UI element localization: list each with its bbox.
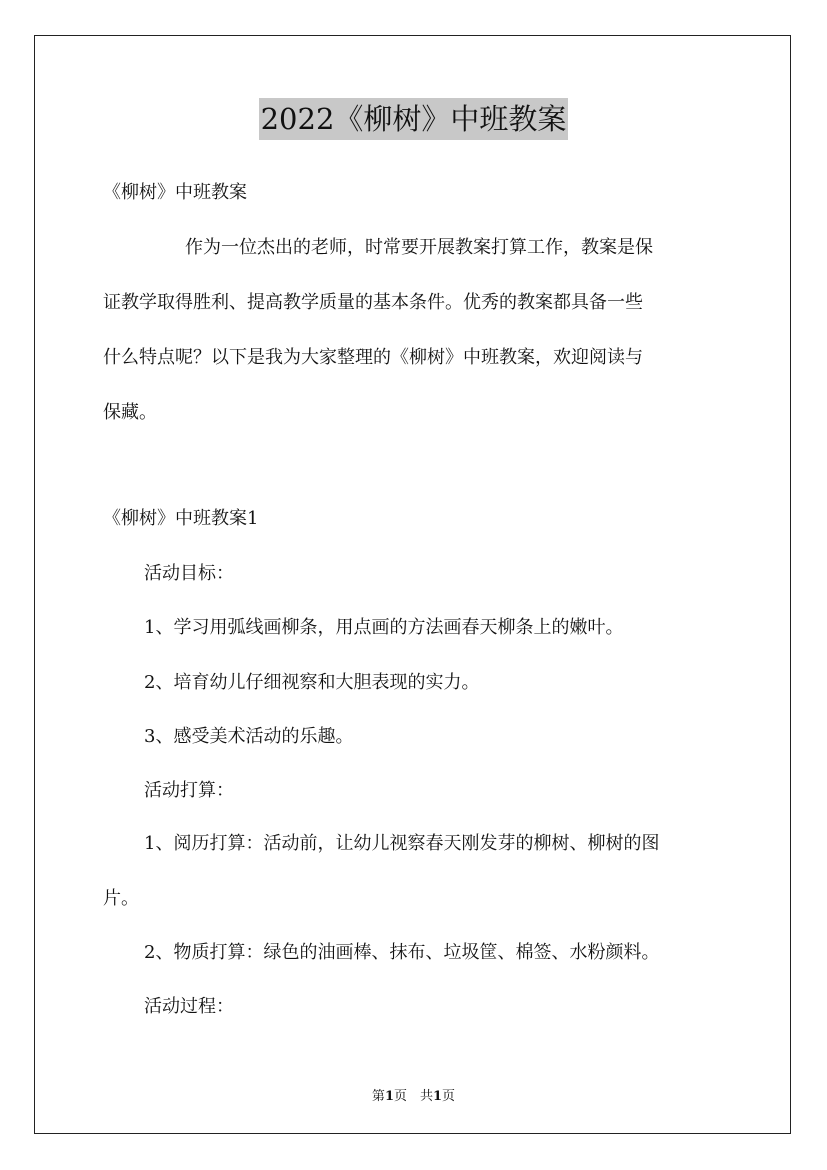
document-title: 2022《柳树》中班教案 xyxy=(259,98,569,140)
goals-heading: 活动目标： xyxy=(144,563,234,584)
intro-line-3: 什么特点呢？以下是我为大家整理的《柳树》中班教案，欢迎阅读与 xyxy=(103,347,643,368)
process-heading: 活动过程： xyxy=(144,996,234,1017)
footer-total-pages: 1 xyxy=(433,1089,443,1104)
prep-item-2: 2、物质打算：绿色的油画棒、抹布、垃圾筐、棉签、水粉颜料。 xyxy=(144,942,660,963)
prep-heading: 活动打算： xyxy=(144,780,234,801)
section-heading: 《柳树》中班教案1 xyxy=(103,508,259,529)
intro-line-4: 保藏。 xyxy=(103,402,157,423)
goal-item-2: 2、培育幼儿仔细视察和大胆表现的实力。 xyxy=(144,672,480,693)
prep-item-1: 1、阅历打算：活动前，让幼儿视察春天刚发芽的柳树、柳树的图 xyxy=(144,833,660,854)
prep-item-1-cont: 片。 xyxy=(103,888,139,909)
goal-item-1: 1、学习用弧线画柳条，用点画的方法画春天柳条上的嫩叶。 xyxy=(144,617,624,638)
footer-mid: 页 共 xyxy=(393,1089,433,1104)
intro-line-2: 证教学取得胜利、提高教学质量的基本条件。优秀的教案都具备一些 xyxy=(103,292,643,313)
document-subtitle: 《柳树》中班教案 xyxy=(103,182,247,203)
footer-prefix: 第 xyxy=(371,1089,385,1104)
document-title-wrap xyxy=(0,98,827,140)
page-footer xyxy=(0,1085,827,1104)
footer-suffix: 页 xyxy=(442,1089,456,1104)
footer-page-number: 1 xyxy=(384,1089,394,1104)
goal-item-3: 3、感受美术活动的乐趣。 xyxy=(144,726,354,747)
intro-line-1: 作为一位杰出的老师，时常要开展教案打算工作，教案是保 xyxy=(185,237,653,258)
